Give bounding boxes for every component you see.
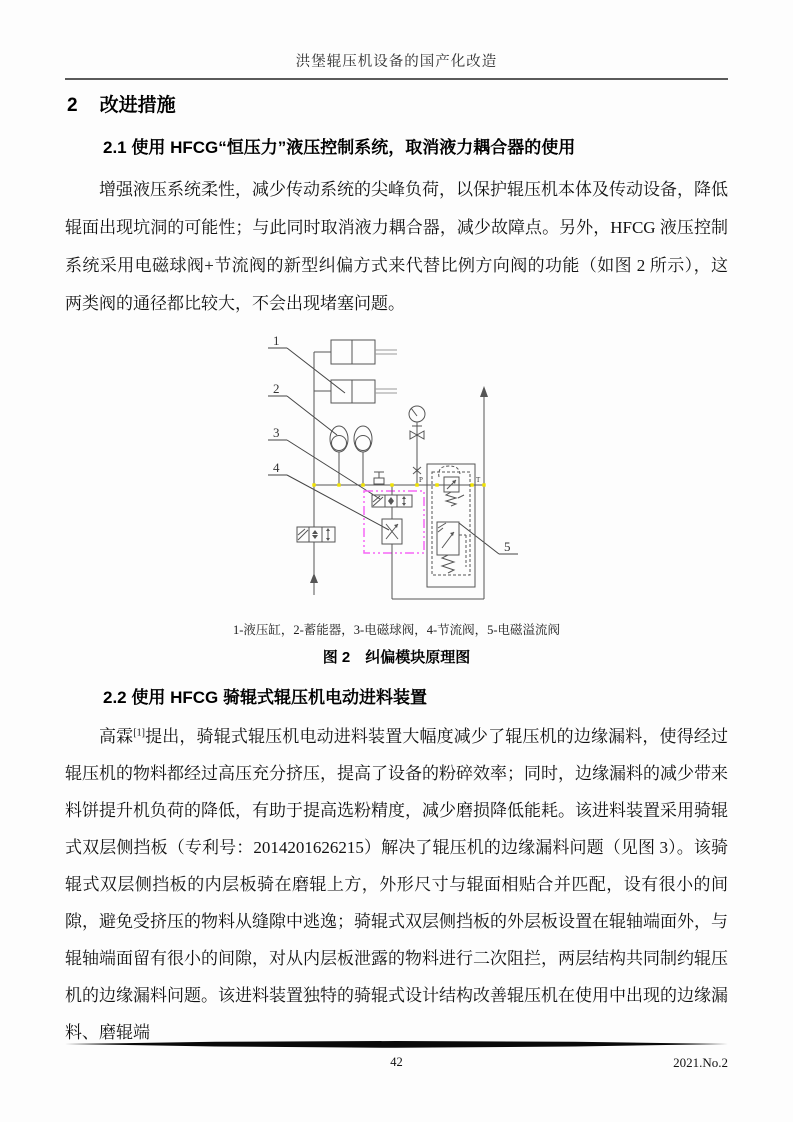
paragraph-2-body: 提出，骑辊式辊压机电动进料装置大幅度减少了辊压机的边缘漏料，使得经过辊压机的物料都经过高压充分挤压，提高了设备的粉碎效率；同时，边缘漏料的减少带来料饼提升机负荷的降低，有助于提高选粉精度，减少磨损降低能耗。该进料装置采用骑辊式双层侧挡板（专利号：2014201626215）解决了辊压机的边缘漏料问题（见图 3）。该骑辊式双层侧挡板的内层板骑在磨辊上方，外形尺寸与辊面相贴合并匹配，设有很小的间隙，避免受挤压的物料从缝隙中逃逸；骑辊式双层侧挡板的外层板设置在辊轴端面外，与辊轴端面留有很小的间隙，对从内层板泄露的物料进行二次阻拦，两层结构共同制约辊压机的边缘漏料问题。该进料装置独特的骑辊式设计结构改善辊压机在使用中出现的边缘漏料、磨辊端 (65, 727, 728, 1042)
pressure-gauge-icon (409, 406, 425, 485)
left-solenoid-valve-icon (297, 527, 335, 595)
hydraulic-cylinder-2-icon (314, 380, 397, 403)
section-heading (67, 90, 728, 117)
svg-text:4: 4 (272, 460, 279, 475)
figure-2-legend: 1-液压缸，2-蓄能器，3-电磁球阀，4-节流阀，5-电磁溢流阀 (232, 623, 561, 637)
svg-text:P: P (418, 476, 423, 484)
issue-label: 2021.No.2 (673, 1055, 728, 1070)
footer-bar (65, 1041, 728, 1049)
leader-label-5 (459, 523, 518, 554)
main-pressure-line (314, 352, 484, 527)
accumulator-right-icon (354, 426, 372, 485)
relief-valve-block-icon (427, 464, 475, 587)
section-number: 2 (67, 95, 78, 116)
svg-text:T: T (475, 476, 480, 484)
svg-text:5: 5 (503, 539, 510, 554)
figure-2-caption: 图 2 纠偏模块原理图 (322, 649, 471, 666)
paragraph-1: 增强液压系统柔性，减少传动系统的尖峰负荷，以保护辊压机本体及传动设备，降低辊面出现坑洞的可能性；与此同时取消液力耦合器，减少故障点。另外，HFCG 液压控制系统采用电磁球阀+节流阀的新型纠偏方式来代替比例方向阀的功能（如图 2 所示），这两类阀的通径都比较大，不会出现堵塞问题。 (65, 180, 728, 313)
accumulator-left-icon (330, 426, 348, 485)
section-title: 改进措施 (99, 95, 176, 116)
throttle-valve-icon (382, 519, 402, 599)
running-header-title: 洪堡辊压机设备的国产化改造 (295, 54, 498, 70)
drain-valve-icon (374, 472, 384, 484)
paragraph-2-lead: 高霖 (99, 727, 134, 746)
leader-label-4 (268, 460, 389, 530)
figure-2 (65, 327, 728, 667)
tank-return-line (392, 386, 488, 599)
figure-2-hydraulic-schematic (247, 327, 547, 615)
header-rule (65, 78, 728, 80)
hydraulic-cylinder-1-icon (314, 340, 397, 364)
page-number: 42 (390, 1055, 403, 1069)
paragraph-2 (65, 718, 728, 1051)
citation-ref: [1] (133, 727, 145, 739)
solenoid-ball-valve-icon (372, 485, 412, 519)
subsection-heading-2-1: 2.1 使用 HFCG“恒压力”液压控制系统，取消液力耦合器的使用 (103, 138, 576, 157)
svg-text:3: 3 (272, 425, 279, 440)
leader-label-1 (268, 333, 345, 393)
page-footer (65, 1036, 728, 1073)
svg-text:1: 1 (272, 333, 279, 348)
subsection-heading-2-2: 2.2 使用 HFCG 骑辊式辊压机电动进料装置 (103, 688, 427, 707)
svg-text:2: 2 (272, 381, 279, 396)
